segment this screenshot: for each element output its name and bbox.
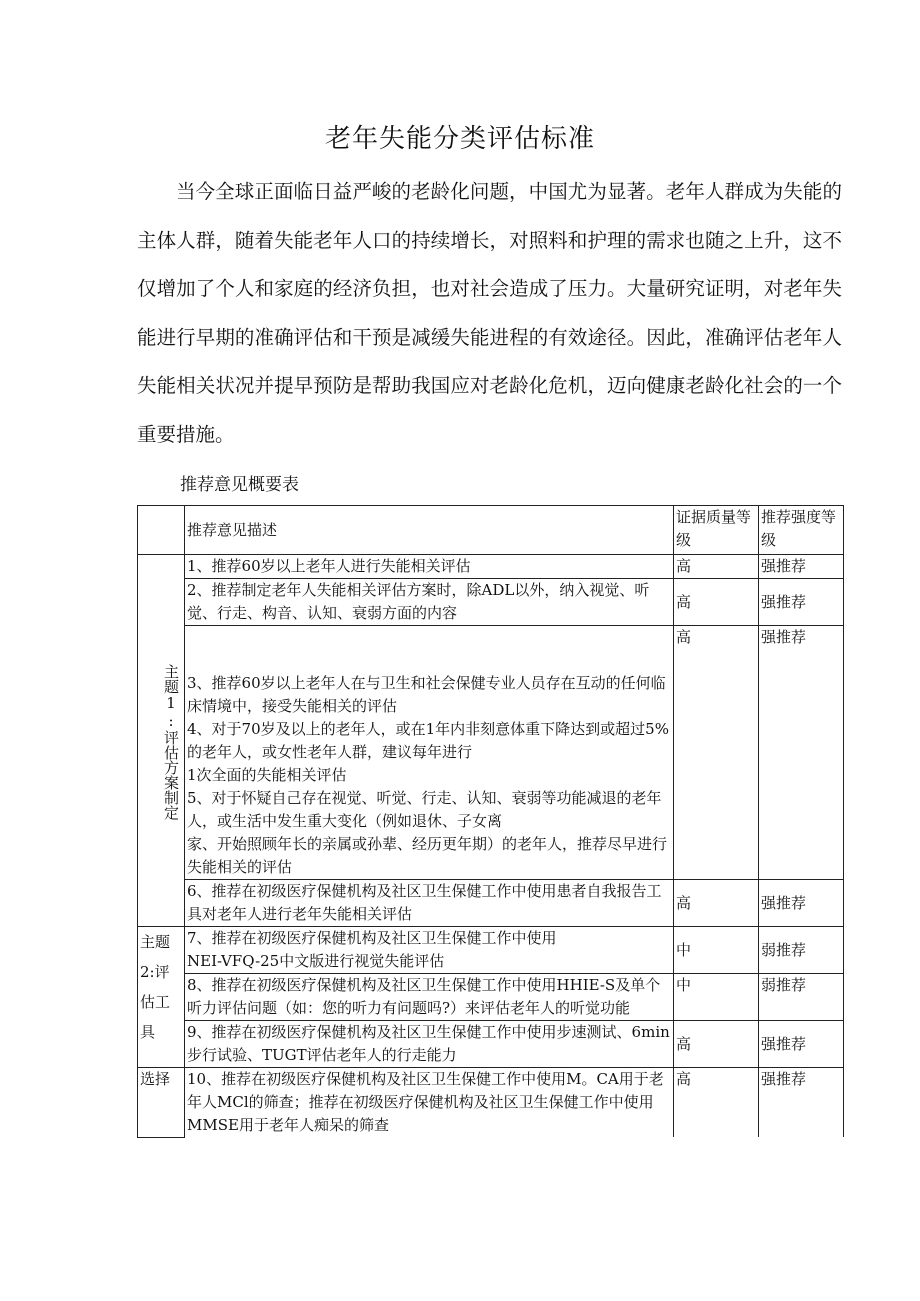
rec-3-text: 3、推荐60岁以上老年人在与卫生和社会保健专业人员存在互动的任何临床情境中，接受失能相关的评估 xyxy=(187,674,666,715)
row-8-description: 10、推荐在初级医疗保健机构及社区卫生保健工作中使用M。CA用于老年人MCl的筛查；推荐在初级医疗保健机构及社区卫生保健工作中使用MMSE用于老年人痴呆的筛查 xyxy=(185,1068,674,1138)
header-description: 推荐意见描述 xyxy=(185,506,674,555)
row-2-strength: 强推荐 xyxy=(759,579,844,626)
row-1-description: 1、推荐60岁以上老年人进行失能相关评估 xyxy=(185,555,674,579)
table-row xyxy=(138,1068,844,1138)
row-6-description: 8、推荐在初级医疗保健机构及社区卫生保健工作中使用HHIE-S及单个听力评估问题（如：您的听力有问题吗?）来评估老年人的听觉功能 xyxy=(185,974,674,1021)
document-title: 老年失能分类评估标准 xyxy=(324,124,595,154)
row-4-quality: 高 xyxy=(674,880,759,927)
header-evidence-quality: 证据质量等级 xyxy=(674,506,759,555)
rec-4-text-cont: 1次全面的失能相关评估 xyxy=(187,766,347,784)
row-2-quality: 高 xyxy=(674,579,759,626)
table-row xyxy=(138,626,844,880)
table-row xyxy=(138,927,844,974)
table-row xyxy=(138,579,844,626)
table-row xyxy=(138,880,844,927)
row-6-quality: 中 xyxy=(674,974,759,1021)
row-1-strength: 强推荐 xyxy=(759,555,844,579)
row-5-strength: 弱推荐 xyxy=(759,927,844,974)
topic-1-cell: 主题1:评估方案制定 xyxy=(138,555,185,927)
row-3-quality: 高 xyxy=(674,626,759,880)
row-8-quality: 高 xyxy=(674,1068,759,1138)
header-empty-cell xyxy=(138,506,185,555)
rec-5-text-cont: 家、开始照顾年长的亲属或孙辈、经历更年期）的老年人，推荐尽早进行失能相关的评估 xyxy=(187,835,668,876)
row-1-quality: 高 xyxy=(674,555,759,579)
row-3-description xyxy=(185,626,674,880)
recommendation-table xyxy=(137,505,844,1138)
table-row xyxy=(138,974,844,1021)
intro-paragraph: 当今全球正面临日益严峻的老龄化问题，中国尤为显著。老年人群成为失能的主体人群，随着失能老年人口的持续增长，对照料和护理的需求也随之上升，这不仅增加了个人和家庭的经济负担，也对社会造成了压力。大量研究证明，对老年失能进行早期的准确评估和干预是减缓失能进程的有效途径。因此，准确评估老年人失能相关状况并提早预防是帮助我国应对老龄化危机，迈向健康老龄化社会的一个重要措施。 xyxy=(137,180,842,446)
rec-4-text: 4、对于70岁及以上的老年人，或在1年内非刻意体重下降达到或超过5%的老年人，或女性老年人群，建议每年进行 xyxy=(187,720,669,761)
row-6-strength: 弱推荐 xyxy=(759,974,844,1021)
row-4-description: 6、推荐在初级医疗保健机构及社区卫生保健工作中使用患者自我报告工具对老年人进行老年失能相关评估 xyxy=(185,880,674,927)
header-recommendation-strength: 推荐强度等级 xyxy=(759,506,844,555)
row-3-strength: 强推荐 xyxy=(759,626,844,880)
table-row xyxy=(138,1021,844,1068)
topic-3-cell: 选择 xyxy=(138,1068,185,1138)
table-caption: 推荐意见概要表 xyxy=(180,475,299,495)
row-2-description: 2、推荐制定老年人失能相关评估方案时，除ADL以外，纳入视觉、听觉、行走、构音、认知、衰弱方面的内容 xyxy=(185,579,674,626)
rec-7-text: 7、推荐在初级医疗保健机构及社区卫生保健工作中使用 xyxy=(187,929,557,947)
table-row xyxy=(138,555,844,579)
row-5-quality: 中 xyxy=(674,927,759,974)
rec-5-text: 5、对于怀疑自己存在视觉、听觉、行走、认知、衰弱等功能减退的老年人，或生活中发生重大变化（例如退休、子女离 xyxy=(187,789,662,830)
rec-7-text-cont: NEI-VFQ-25中文版进行视觉失能评估 xyxy=(187,952,445,970)
row-4-strength: 强推荐 xyxy=(759,880,844,927)
row-7-description: 9、推荐在初级医疗保健机构及社区卫生保健工作中使用步速测试、6min步行试验、TUGT评估老年人的行走能力 xyxy=(185,1021,674,1068)
row-5-description xyxy=(185,927,674,974)
topic-2-cell: 主题2:评估工具 xyxy=(138,927,185,1068)
row-7-strength: 强推荐 xyxy=(759,1021,844,1068)
row-8-strength: 强推荐 xyxy=(759,1068,844,1138)
row-7-quality: 高 xyxy=(674,1021,759,1068)
table-header-row xyxy=(138,506,844,555)
